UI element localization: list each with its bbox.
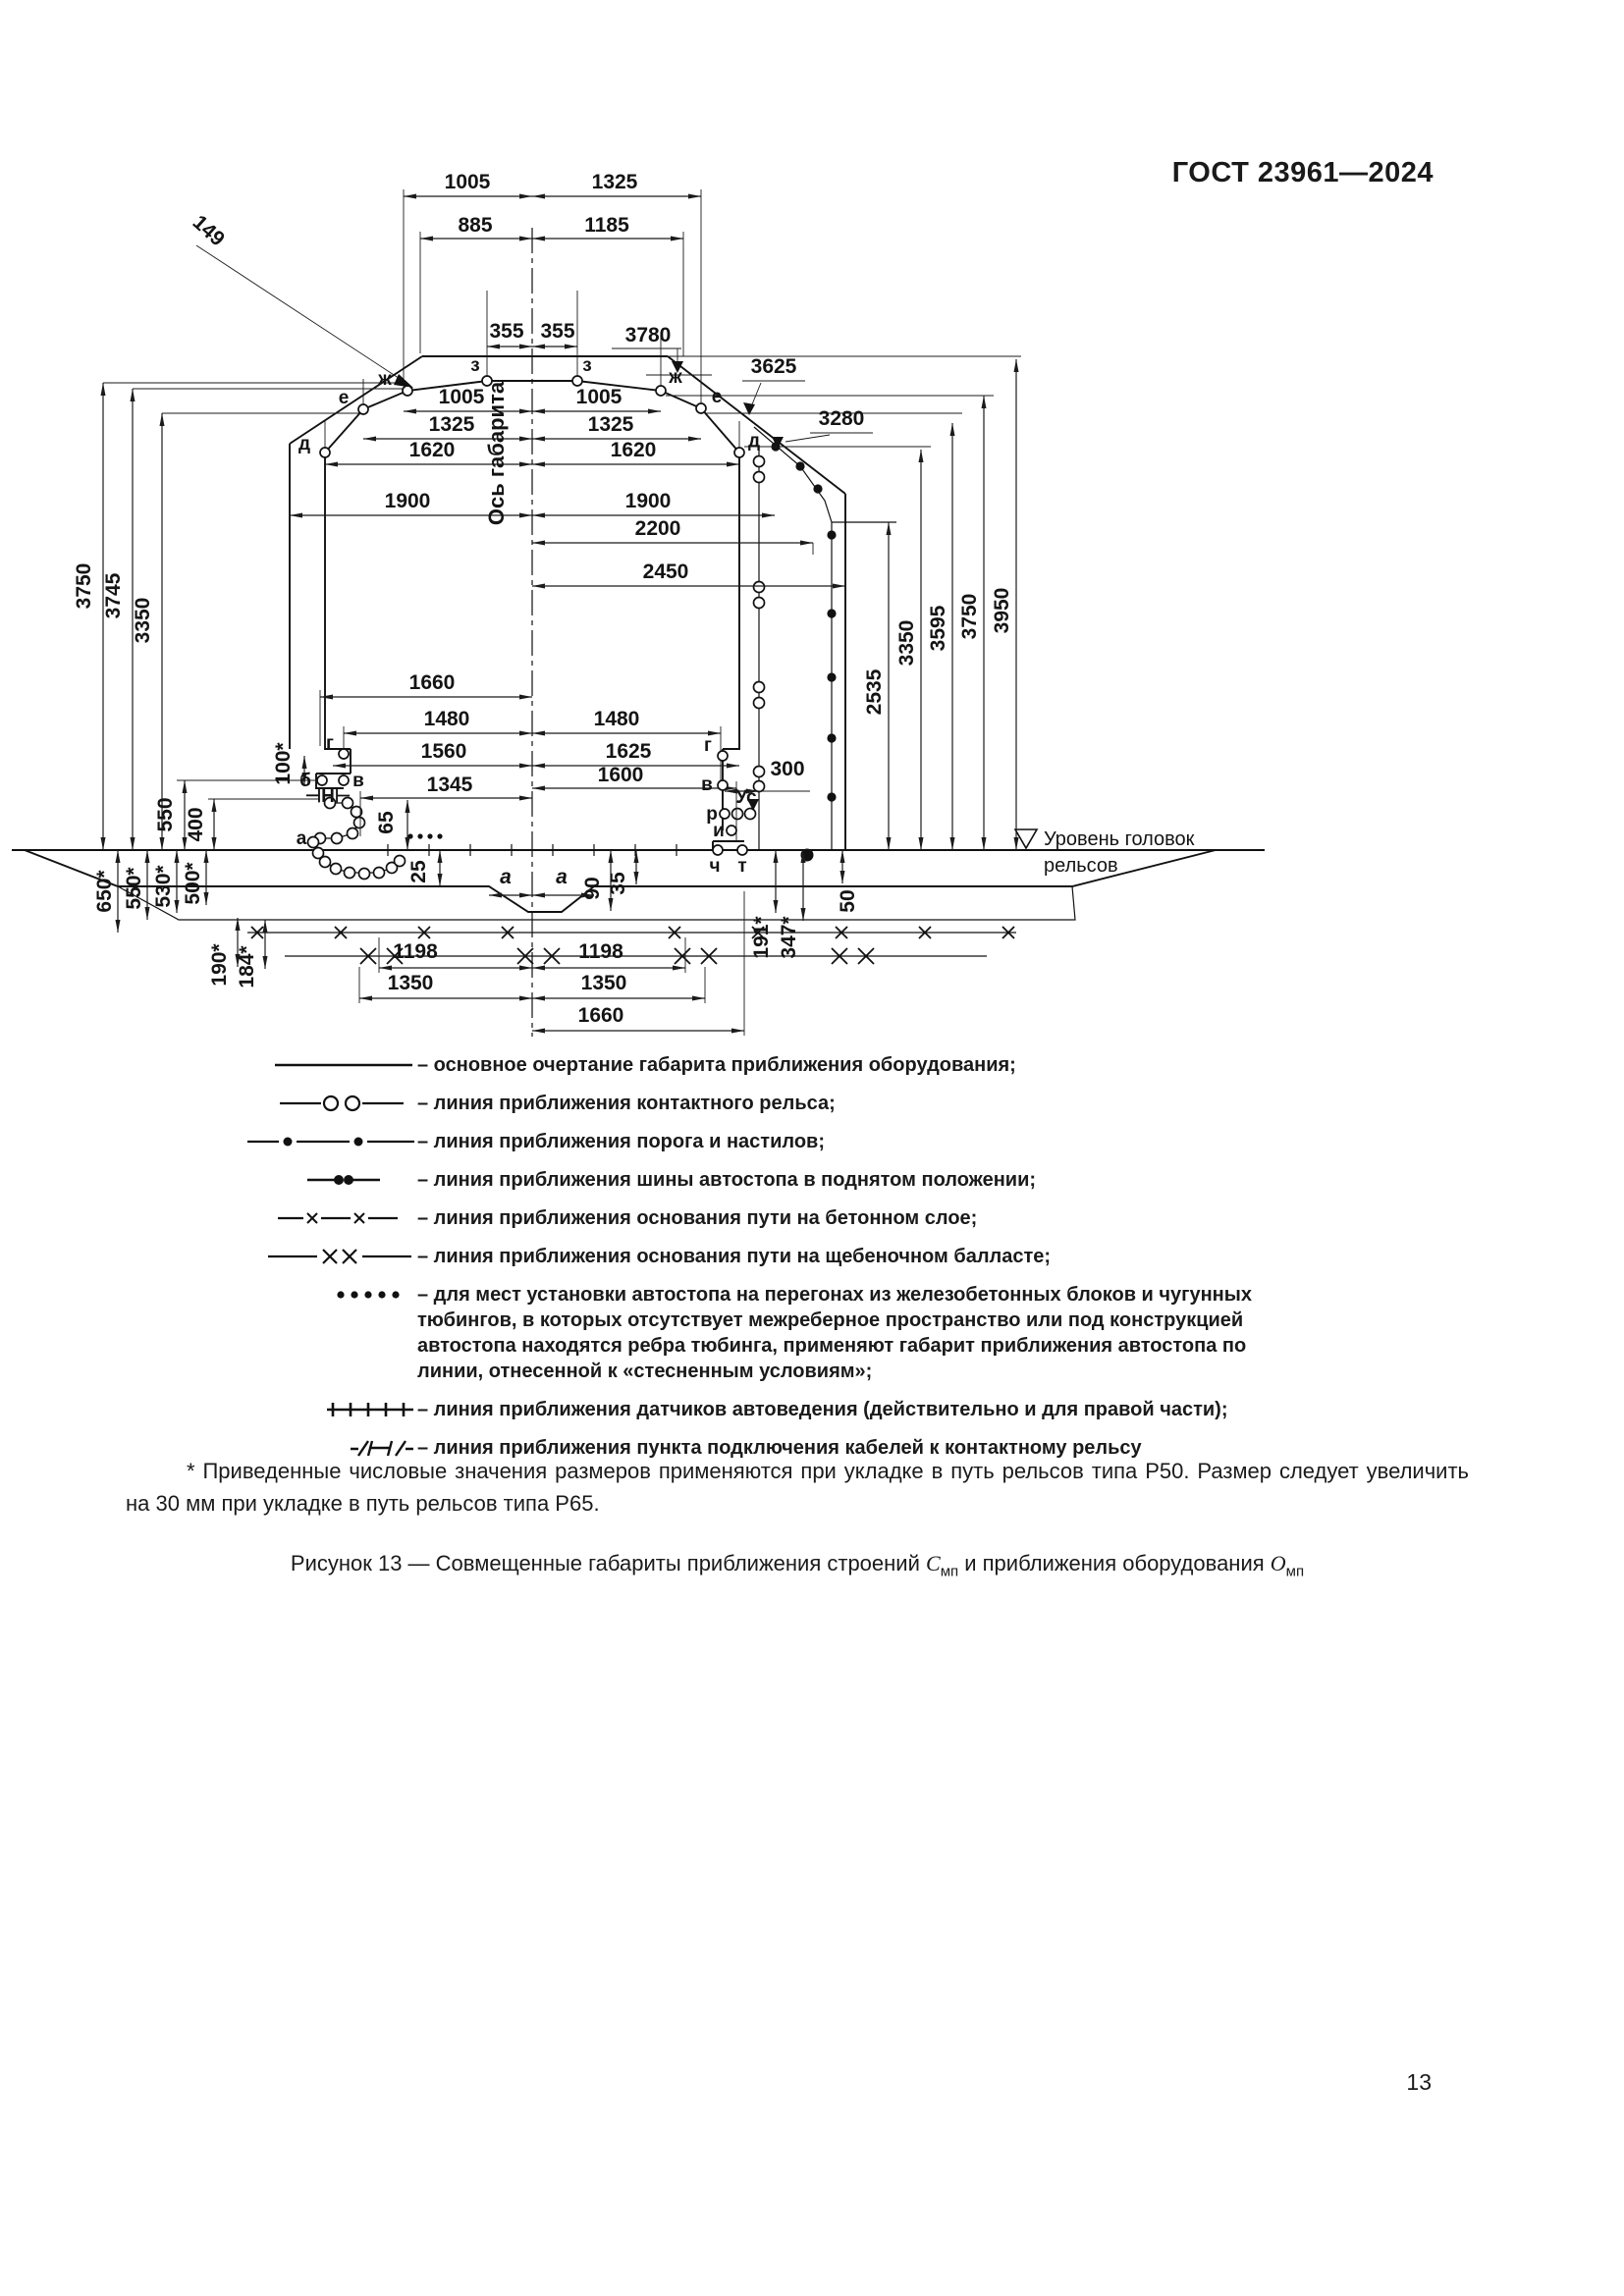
dim-355-left: 355	[489, 320, 524, 343]
dim-3750-left: 3750	[73, 562, 95, 610]
caption-symbol-o: О	[1270, 1551, 1286, 1575]
point-g-left: г	[326, 733, 334, 754]
main-outline-icon	[245, 1052, 417, 1076]
dim-530s: 530*	[152, 865, 175, 908]
dim-2535: 2535	[863, 668, 886, 716]
point-r: р	[706, 804, 718, 825]
dim-3780: 3780	[624, 324, 672, 347]
dim-347s: 347*	[778, 916, 800, 959]
point-a: а	[296, 828, 307, 849]
dim-1900-right: 1900	[624, 490, 672, 512]
point-e-left: е	[338, 388, 350, 408]
caption-sub-s: мп	[940, 1563, 959, 1580]
point-e-right: е	[711, 387, 723, 407]
dim-1900-left: 1900	[384, 490, 431, 512]
point-v-left: в	[352, 771, 364, 791]
restricted-conditions-line-icon	[245, 1282, 417, 1306]
dim-1620-right: 1620	[610, 439, 657, 461]
point-g-right: г	[704, 735, 712, 756]
contact-rail-line-icon	[245, 1091, 417, 1114]
legend-text: – для мест установки автостопа на перегонах из железобетонных блоков и чугунных тюбингов, в которых отсутствует межреберное пространство или под конструкцией автостопа находятся ребра тюбинга, применяют габарит приближения автостопа по линии, отнесенной к «стесненным условиям»;	[417, 1284, 1252, 1382]
dim-3745-left: 3745	[102, 572, 125, 619]
point-t: т	[737, 856, 747, 877]
diagram-canvas	[0, 152, 1306, 1050]
caption-symbol-s: С	[926, 1551, 941, 1575]
dim-190s: 190*	[208, 943, 231, 987]
legend-row	[245, 1091, 1326, 1116]
autostop-shoe-line-icon	[245, 1167, 417, 1191]
dim-400: 400	[185, 807, 207, 842]
dim-3350-left: 3350	[132, 597, 154, 644]
dim-a-left: а	[500, 866, 512, 888]
dim-300: 300	[770, 758, 805, 780]
legend-row	[245, 1052, 1326, 1078]
dim-1350-left: 1350	[387, 972, 434, 994]
legend-text: – основное очертание габарита приближения оборудования;	[417, 1054, 1016, 1076]
auto-driving-sensors-line-icon	[245, 1397, 417, 1420]
point-d-right: д	[747, 431, 761, 452]
dim-1005-mid-left: 1005	[438, 386, 485, 408]
point-us: Ус	[735, 787, 757, 808]
legend-text: – линия приближения датчиков автоведения (действительно и для правой части);	[417, 1399, 1228, 1420]
legend-row	[245, 1282, 1326, 1384]
axis-label: Ось габарита	[484, 381, 509, 526]
dim-1560: 1560	[420, 740, 467, 763]
dim-1480-right: 1480	[593, 708, 640, 730]
dim-1325-top-right: 1325	[591, 171, 638, 193]
caption-prefix: Рисунок 13 — Совмещенные габариты приближения строений	[290, 1551, 926, 1575]
dim-550s: 550*	[123, 867, 145, 910]
dim-25: 25	[407, 860, 430, 883]
dim-1480-left: 1480	[423, 708, 470, 730]
point-z-left: з	[470, 355, 480, 376]
point-b: б	[299, 771, 311, 791]
legend-text: – линия приближения основания пути на щебеночном балласте;	[417, 1246, 1052, 1267]
dim-1660-mid: 1660	[408, 671, 456, 694]
dim-650s: 650*	[93, 870, 116, 913]
legend-text: – линия приближения пункта подключения кабелей к контактному рельсу	[417, 1437, 1142, 1459]
track-base-concrete-line	[247, 927, 1016, 938]
dim-1660-bottom: 1660	[577, 1004, 624, 1027]
legend	[245, 1052, 1326, 1473]
legend-text: – линия приближения основания пути на бетонном слое;	[417, 1207, 978, 1229]
dim-90: 90	[581, 877, 604, 900]
dim-550: 550	[154, 797, 177, 832]
ballast-base-line-icon	[245, 1244, 417, 1267]
legend-row	[245, 1205, 1326, 1231]
point-z-right: з	[582, 355, 592, 376]
caption-sub-o: мп	[1285, 1563, 1305, 1580]
dim-1198-right: 1198	[578, 940, 623, 963]
cable-point-icon: ⊣H⊢	[304, 786, 352, 807]
figure-caption	[126, 1551, 1469, 1579]
clearance-gauge-diagram	[0, 152, 1306, 1055]
concrete-base-line-icon	[245, 1205, 417, 1229]
dim-3350-right: 3350	[895, 619, 918, 667]
dim-100s: 100*	[272, 742, 295, 785]
point-d-left: д	[298, 434, 311, 454]
dim-3595: 3595	[927, 605, 949, 652]
dim-1005-top-left: 1005	[444, 171, 491, 193]
dim-184s: 184*	[236, 945, 258, 988]
dim-35: 35	[607, 872, 629, 895]
legend-row	[245, 1244, 1326, 1269]
dim-1620-left: 1620	[408, 439, 456, 461]
dim-a-right: а	[556, 866, 568, 888]
caption-middle: и приближения оборудования	[958, 1551, 1271, 1575]
point-zh-left: ж	[378, 369, 392, 390]
footnote: * Приведенные числовые значения размеров применяются при укладке в путь рельсов типа Р50. Размер следует увеличить на 30 мм при укладке в путь рельсов типа Р65.	[126, 1459, 1469, 1516]
dim-50: 50	[837, 889, 859, 913]
dim-65: 65	[375, 811, 398, 834]
threshold-decking-line-icon	[245, 1129, 417, 1152]
dim-3750-right: 3750	[958, 593, 981, 640]
dim-1005-mid-right: 1005	[575, 386, 623, 408]
dim-885: 885	[458, 214, 493, 237]
legend-row	[245, 1397, 1326, 1422]
dim-2200: 2200	[634, 517, 681, 540]
legend-text: – линия приближения порога и настилов;	[417, 1131, 825, 1152]
dim-1345: 1345	[426, 774, 473, 796]
legend-row	[245, 1129, 1326, 1154]
dim-191s: 191*	[750, 916, 773, 959]
dim-1600: 1600	[597, 764, 644, 786]
point-v-right: в	[701, 774, 713, 795]
rail-level-label-line1: Уровень головок	[1044, 828, 1195, 850]
extension-lines	[103, 189, 1021, 1036]
track-base-ballast-line	[285, 948, 987, 964]
dim-3625: 3625	[750, 355, 797, 378]
threshold-decking-line	[754, 427, 896, 862]
dim-149: 149	[188, 210, 230, 251]
dim-2450: 2450	[642, 561, 689, 583]
legend-text: – линия приближения шины автостопа в поднятом положении;	[417, 1169, 1037, 1191]
point-zh-right: ж	[669, 367, 682, 388]
dim-1325-mid-right: 1325	[587, 413, 634, 436]
dim-1325-mid-left: 1325	[428, 413, 475, 436]
dim-500s: 500*	[182, 862, 204, 905]
dim-3950: 3950	[991, 587, 1013, 634]
dim-3280: 3280	[818, 407, 865, 430]
dim-1198-left: 1198	[393, 940, 438, 963]
legend-row	[245, 1167, 1326, 1193]
point-ch: ч	[709, 856, 721, 877]
dim-1625: 1625	[605, 740, 652, 763]
height-leaders	[196, 245, 873, 811]
dim-1185: 1185	[584, 214, 629, 237]
dim-355-right: 355	[540, 320, 575, 343]
standard-number-header: ГОСТ 23961—2024	[1171, 157, 1434, 188]
page-number: 13	[1406, 2069, 1432, 2095]
dim-1350-right: 1350	[580, 972, 627, 994]
rail-level-label-line2: рельсов	[1044, 855, 1118, 877]
point-i: и	[713, 821, 725, 841]
legend-text: – линия приближения контактного рельса;	[417, 1093, 836, 1114]
